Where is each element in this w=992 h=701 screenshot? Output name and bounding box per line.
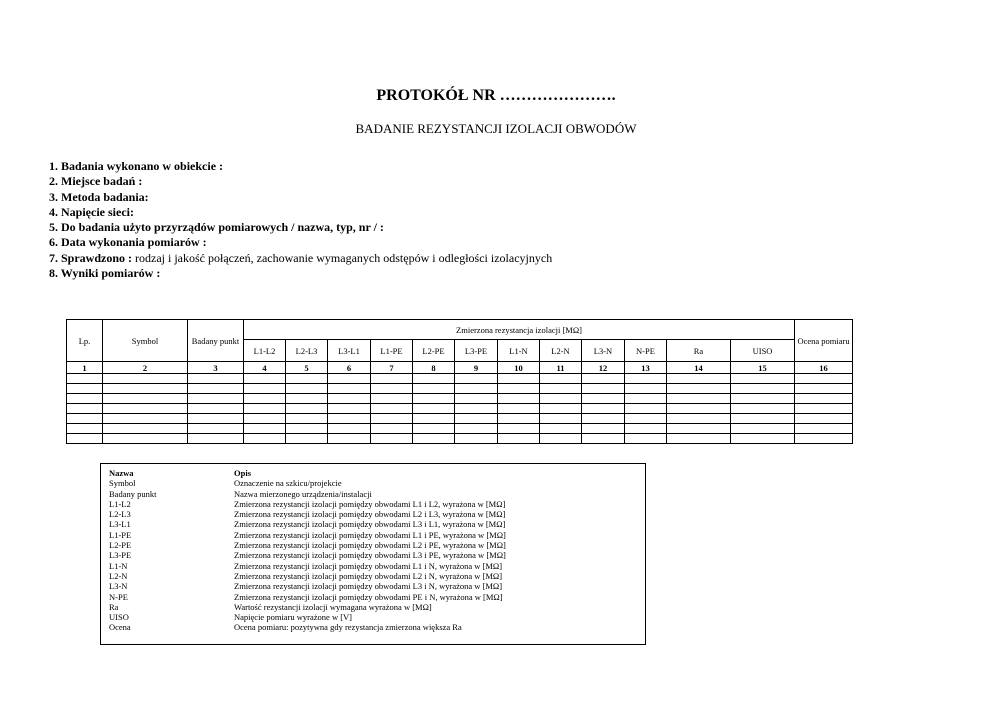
legend-row — [109, 602, 506, 612]
table-row[interactable] — [67, 434, 853, 444]
header-l1-n: L1-N — [498, 340, 540, 362]
legend-row — [109, 561, 506, 571]
table-row[interactable] — [67, 394, 853, 404]
header-measured-resistance: Zmierzona rezystancja izolacji [MΩ] — [244, 320, 795, 340]
legend-desc: Wartość rezystancji izolacji wymagana wyrażona w [MΩ] — [234, 601, 432, 612]
column-number: 6 — [328, 362, 371, 374]
item-checked — [49, 251, 552, 266]
legend-row — [109, 571, 506, 581]
column-number: 11 — [540, 362, 582, 374]
column-number: 15 — [731, 362, 795, 374]
legend-row — [109, 489, 506, 499]
legend-name: UISO — [109, 612, 129, 623]
legend-header-name: Nazwa — [109, 468, 134, 478]
item-label: 5. Do badania użyto przyrządów pomiarowych / nazwa, typ, nr / : — [49, 220, 384, 235]
table-row[interactable] — [67, 404, 853, 414]
item-text: rodzaj i jakość połączeń, zachowanie wymaganych odstępów i odległości izolacyjnych — [132, 250, 553, 265]
legend-row — [109, 540, 506, 550]
legend-desc: Oznaczenie na szkicu/projekcie — [234, 478, 342, 489]
results-table — [66, 319, 853, 444]
legend-desc: Zmierzona rezystancji izolacji pomiędzy obwodami L1 i N, wyrażona w [MΩ] — [234, 560, 503, 571]
legend-desc: Zmierzona rezystancji izolacji pomiędzy obwodami L1 i PE, wyrażona w [MΩ] — [234, 529, 506, 540]
header-l2-n: L2-N — [540, 340, 582, 362]
legend-row — [109, 499, 506, 509]
header-l3-n: L3-N — [582, 340, 625, 362]
legend-row — [109, 592, 506, 602]
page-title: PROTOKÓŁ NR …………………. — [376, 87, 616, 104]
legend-row — [109, 530, 506, 540]
legend-name: L2-PE — [109, 540, 132, 551]
item-results — [49, 266, 552, 281]
header-symbol: Symbol — [103, 320, 188, 362]
legend-desc: Ocena pomiaru: pozytywna gdy rezystancja zmierzona większa Ra — [234, 622, 462, 633]
legend-header-desc: Opis — [234, 468, 252, 478]
legend-name: L1-N — [109, 560, 128, 571]
header-l2-pe: L2-PE — [413, 340, 455, 362]
legend-row — [109, 519, 506, 529]
legend-desc: Zmierzona rezystancji izolacji pomiędzy obwodami L2 i L3, wyrażona w [MΩ] — [234, 509, 506, 520]
legend-row — [109, 622, 506, 632]
item-label: 4. Napięcie sieci: — [49, 204, 134, 219]
legend-row — [109, 612, 506, 622]
protocol-items — [49, 159, 552, 281]
header-l3-l1: L3-L1 — [328, 340, 371, 362]
item-label: 2. Miejsce badań : — [49, 174, 143, 189]
column-number: 4 — [244, 362, 286, 374]
column-number: 3 — [188, 362, 244, 374]
column-number: 13 — [625, 362, 667, 374]
legend-name: L1-L2 — [109, 498, 131, 509]
legend-desc: Napięcie pomiaru wyrażone w [V] — [234, 612, 353, 623]
legend-row — [109, 581, 506, 591]
column-number-row — [67, 362, 853, 374]
legend-name: L3-PE — [109, 550, 132, 561]
item-instruments — [49, 220, 552, 235]
header-n-pe: N-PE — [625, 340, 667, 362]
header-lp: Lp. — [67, 320, 103, 362]
legend-row — [109, 478, 506, 488]
legend-name: L2-L3 — [109, 509, 131, 520]
legend-name: L2-N — [109, 570, 128, 581]
legend-name: Badany punkt — [109, 488, 157, 499]
legend-desc: Zmierzona rezystancji izolacji pomiędzy obwodami L3 i L1, wyrażona w [MΩ] — [234, 519, 506, 530]
legend-name: L1-PE — [109, 529, 132, 540]
legend-name: Symbol — [109, 478, 136, 489]
legend-desc: Zmierzona rezystancji izolacji pomiędzy obwodami L2 i PE, wyrażona w [MΩ] — [234, 540, 506, 551]
legend-name: Ra — [109, 601, 119, 612]
item-label: 1. Badania wykonano w obiekcie : — [49, 159, 224, 173]
column-number: 7 — [371, 362, 413, 374]
header-rating: Ocena pomiaru — [795, 320, 853, 362]
header-point: Badany punkt — [188, 320, 244, 362]
table-row[interactable] — [67, 424, 853, 434]
legend-row — [109, 550, 506, 560]
legend-desc: Zmierzona rezystancji izolacji pomiędzy obwodami PE i N, wyrażona w [MΩ] — [234, 591, 503, 602]
item-method — [49, 190, 552, 205]
legend-desc: Zmierzona rezystancji izolacji pomiędzy obwodami L1 i L2, wyrażona w [MΩ] — [234, 498, 506, 509]
header-l1-pe: L1-PE — [371, 340, 413, 362]
column-number: 8 — [413, 362, 455, 374]
legend-desc: Zmierzona rezystancji izolacji pomiędzy obwodami L3 i PE, wyrażona w [MΩ] — [234, 550, 506, 561]
legend-desc: Zmierzona rezystancji izolacji pomiędzy obwodami L3 i N, wyrażona w [MΩ] — [234, 581, 503, 592]
header-l3-pe: L3-PE — [455, 340, 498, 362]
header-l2-l3: L2-L3 — [286, 340, 328, 362]
legend-name: Ocena — [109, 622, 131, 633]
item-voltage — [49, 205, 552, 220]
item-label: 7. Sprawdzono : — [49, 250, 133, 265]
legend-name: L3-N — [109, 581, 128, 592]
item-label: 8. Wyniki pomiarów : — [49, 266, 161, 281]
item-label: 3. Metoda badania: — [49, 189, 149, 204]
item-label: 6. Data wykonania pomiarów : — [49, 235, 207, 250]
column-number: 5 — [286, 362, 328, 374]
item-date — [49, 235, 552, 250]
item-place — [49, 174, 552, 189]
column-number: 10 — [498, 362, 540, 374]
header-ra: Ra — [667, 340, 731, 362]
column-number: 9 — [455, 362, 498, 374]
page-subtitle: BADANIE REZYSTANCJI IZOLACJI OBWODÓW — [355, 121, 637, 136]
legend-desc: Nazwa mierzonego urządzenia/instalacji — [234, 488, 372, 499]
column-number: 2 — [103, 362, 188, 374]
legend-body — [109, 468, 506, 633]
legend-name: L3-L1 — [109, 519, 131, 530]
table-row[interactable] — [67, 384, 853, 394]
column-number: 12 — [582, 362, 625, 374]
item-object — [49, 159, 552, 174]
legend-name: N-PE — [109, 591, 128, 602]
column-number: 1 — [67, 362, 103, 374]
column-number: 16 — [795, 362, 853, 374]
header-l1-l2: L1-L2 — [244, 340, 286, 362]
table-row[interactable] — [67, 414, 853, 424]
legend-row — [109, 509, 506, 519]
legend-box — [100, 463, 646, 645]
header-uiso: UISO — [731, 340, 795, 362]
column-number: 14 — [667, 362, 731, 374]
legend-desc: Zmierzona rezystancji izolacji pomiędzy obwodami L2 i N, wyrażona w [MΩ] — [234, 570, 503, 581]
table-row[interactable] — [67, 374, 853, 384]
